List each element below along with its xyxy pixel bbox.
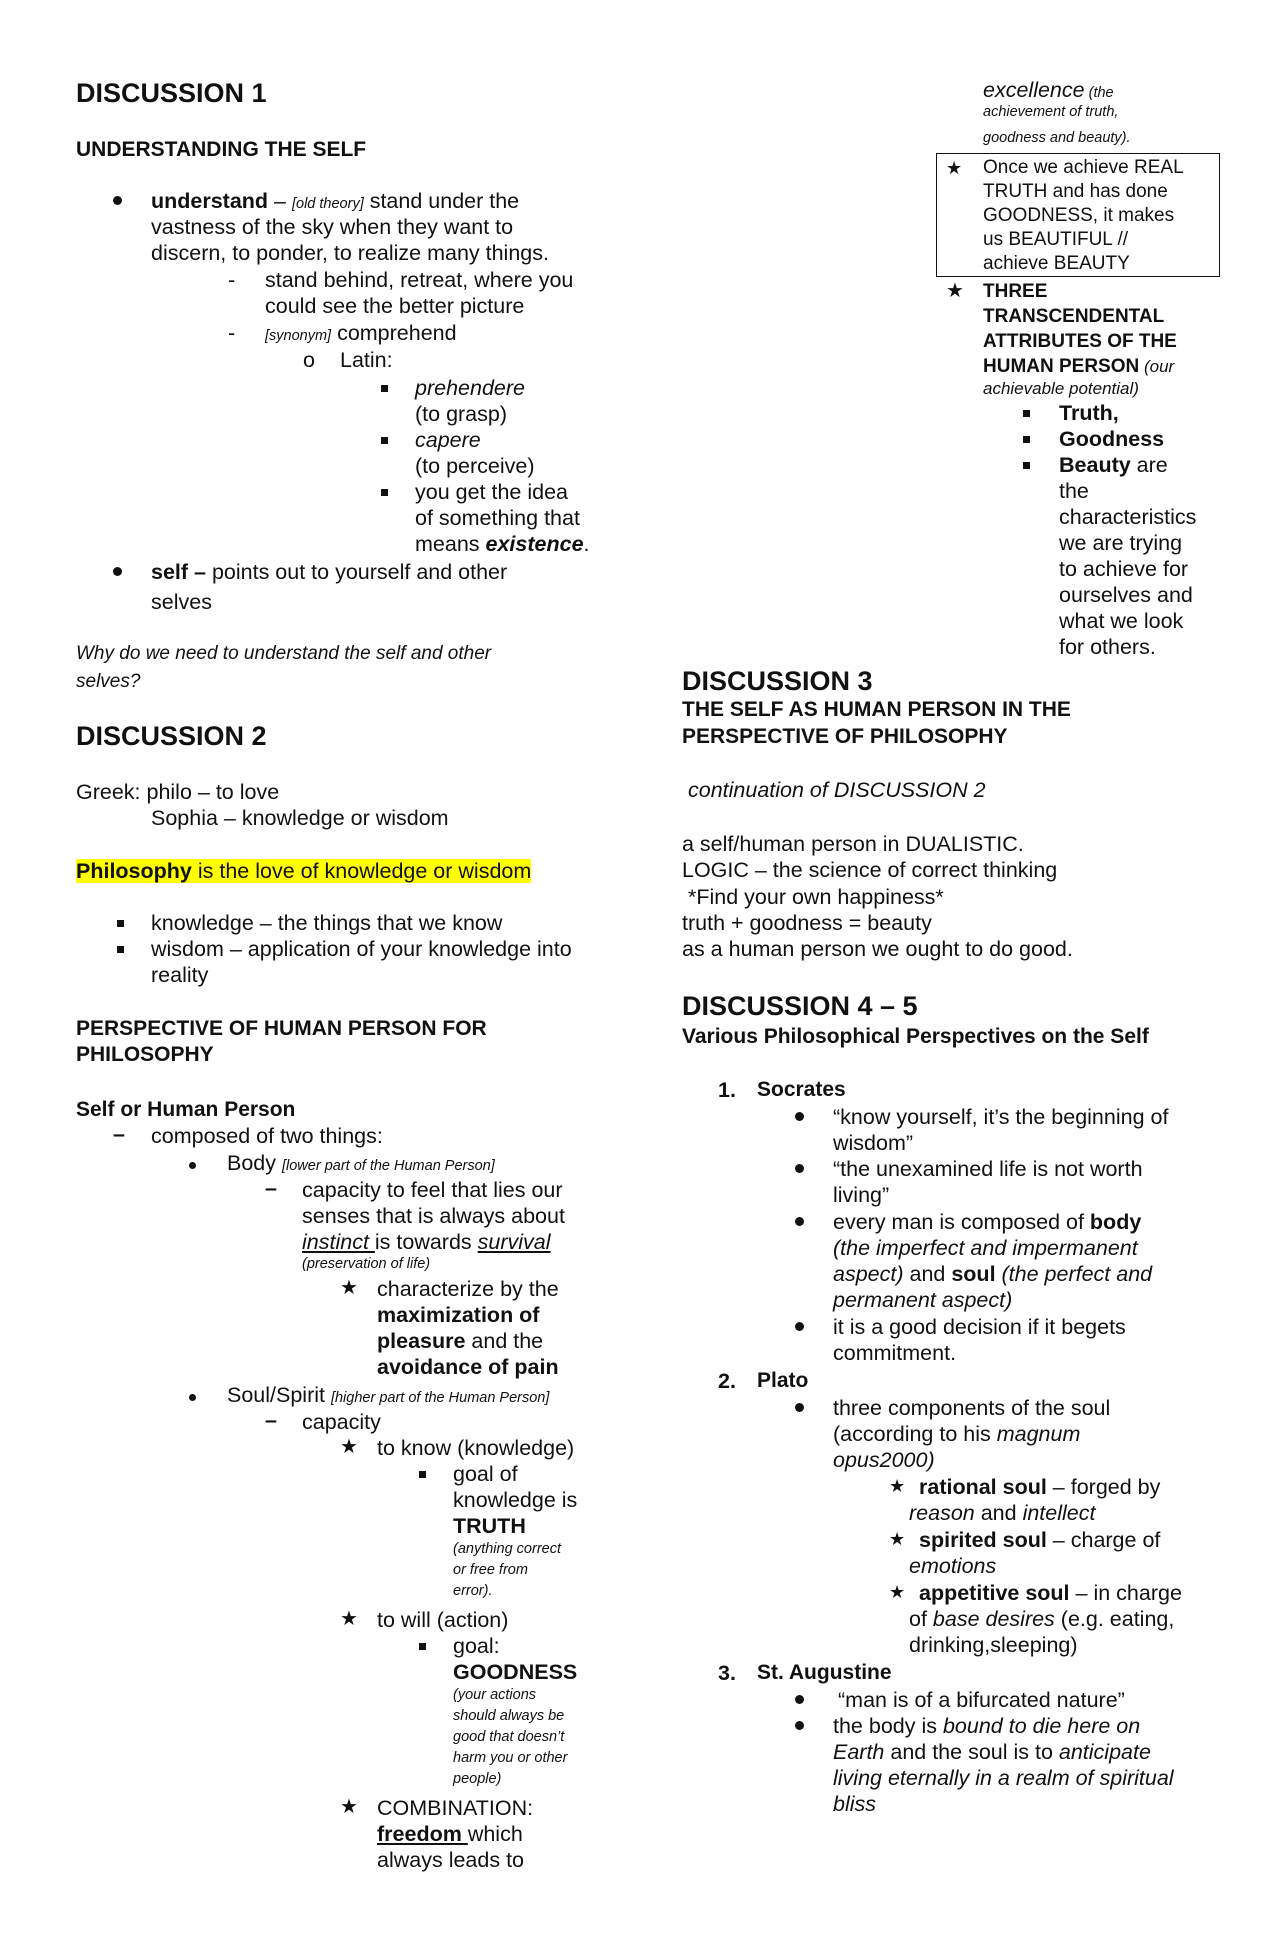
three-attributes-line-2: TRANSCENDENTAL (983, 306, 1165, 327)
stand-behind-line-2: could see the better picture (265, 294, 525, 318)
beauty-item-line-5: to achieve for (1059, 557, 1189, 581)
to-will: to will (action) (377, 1608, 509, 1632)
augustine-body-line-2: Earth and the soul is to anticipate (833, 1740, 1151, 1764)
bullet-square (117, 920, 124, 927)
self-human-person-heading: Self or Human Person (76, 1098, 296, 1121)
star-icon: ★ (889, 1529, 906, 1549)
why-question-line-1: Why do we need to understand the self and other (76, 643, 492, 664)
three-attributes-note: achievable potential) (983, 379, 1139, 398)
discussion-4-5-subtitle: Various Philosophical Perspectives on the Self (682, 1025, 1149, 1048)
capacity-feel-line-1: capacity to feel that lies our (302, 1178, 563, 1202)
socrates-decision-line-2: commitment. (833, 1341, 957, 1365)
idea-line-3: means existence. (415, 532, 590, 556)
star-icon: ★ (340, 1277, 358, 1299)
perspective-heading-line-2: PHILOSOPHY (76, 1043, 214, 1066)
appetitive-soul-line-2: of base desires (e.g. eating, (909, 1607, 1175, 1631)
bullet-dot (189, 1162, 196, 1169)
number-1: 1. (718, 1078, 736, 1102)
bullet-square (419, 1643, 426, 1650)
rational-soul-line-1: rational soul – forged by (919, 1475, 1161, 1499)
plato-line-3: opus2000) (833, 1448, 935, 1472)
appetitive-soul-line-1: appetitive soul – in charge (919, 1581, 1182, 1605)
socrates-quote-2-line-1: “the unexamined life is not worth (833, 1157, 1143, 1181)
plato-heading: Plato (757, 1369, 809, 1392)
goodness-note-3: good that doesn’t (453, 1729, 565, 1745)
perspective-heading-line-1: PERSPECTIVE OF HUMAN PERSON FOR (76, 1017, 487, 1040)
three-attributes-line-4: HUMAN PERSON (our (983, 356, 1175, 377)
dualistic-line: a self/human person in DUALISTIC. (682, 832, 1024, 856)
beauty-item-line-8: for others. (1059, 635, 1156, 659)
capacity-feel-line-2: senses that is always about (302, 1204, 565, 1228)
augustine-body-line-3: living eternally in a realm of spiritual (833, 1766, 1174, 1790)
truth-label: TRUTH (453, 1514, 526, 1538)
understand-line-3: discern, to ponder, to realize many things. (151, 241, 549, 265)
augustine-body-line-1: the body is bound to die here on (833, 1714, 1141, 1738)
discussion-3-subtitle-line-1: THE SELF AS HUMAN PERSON IN THE (682, 698, 1071, 721)
excellence-line: excellence (the (983, 78, 1114, 102)
capacity-label: capacity (302, 1410, 381, 1434)
goodness-note-4: harm you or other (453, 1750, 568, 1766)
star-icon: ★ (340, 1436, 358, 1458)
minus-marker: – (265, 1408, 277, 1432)
socrates-body-line-4: permanent aspect) (833, 1288, 1013, 1312)
happiness-line: *Find your own happiness* (688, 885, 944, 909)
truth-note-1: (anything correct (453, 1541, 561, 1557)
box-line-1: Once we achieve REAL (983, 157, 1184, 178)
star-icon: ★ (946, 280, 964, 302)
why-question-line-2: selves? (76, 671, 141, 692)
box-line-3: GOODNESS, it makes (983, 205, 1175, 226)
self-line-1: self – points out to yourself and other (151, 560, 508, 584)
bullet-dot (795, 1217, 804, 1226)
rational-soul-line-2: reason and intellect (909, 1501, 1096, 1525)
discussion-3-title: DISCUSSION 3 (682, 666, 873, 696)
bullet-dot (795, 1695, 804, 1704)
bullet-dot (795, 1112, 804, 1121)
discussion-3-subtitle-line-2: PERSPECTIVE OF PHILOSOPHY (682, 725, 1008, 748)
bullet-dot (795, 1164, 804, 1173)
idea-line-1: you get the idea (415, 480, 569, 504)
bullet-square (381, 385, 388, 392)
truth-equation: truth + goodness = beauty (682, 911, 932, 935)
goodness-note-1: (your actions (453, 1687, 537, 1703)
star-icon: ★ (340, 1796, 358, 1818)
characterize-line-2: maximization of (377, 1303, 540, 1327)
plato-line-2: (according to his magnum (833, 1422, 1081, 1446)
bullet-dot (189, 1394, 196, 1401)
discussion-4-5-title: DISCUSSION 4 – 5 (682, 991, 918, 1021)
body-line: Body [lower part of the Human Person] (227, 1151, 495, 1175)
bullet-square (1023, 410, 1030, 417)
synonym-line: [synonym] comprehend (265, 321, 457, 345)
beauty-item-line-1: Beauty are (1059, 453, 1168, 477)
star-icon: ★ (889, 1476, 906, 1496)
bullet-square (1023, 462, 1030, 469)
bullet-dot (795, 1403, 804, 1412)
three-attributes-line-3: ATTRIBUTES OF THE (983, 331, 1177, 352)
beauty-item-line-7: what we look (1059, 609, 1184, 633)
greek-line-2: Sophia – knowledge or wisdom (151, 806, 449, 830)
bullet-dot (795, 1721, 804, 1730)
socrates-body-line-1: every man is composed of body (833, 1210, 1142, 1234)
goodness-item: Goodness (1059, 427, 1165, 451)
star-icon: ★ (946, 158, 963, 178)
goal-knowledge-line-2: knowledge is (453, 1488, 578, 1512)
goal-knowledge-line-1: goal of (453, 1462, 518, 1486)
minus-marker: – (265, 1176, 277, 1200)
o-marker: o (303, 348, 315, 372)
socrates-heading: Socrates (757, 1078, 846, 1101)
box-line-4: us BEAUTIFUL // (983, 229, 1128, 250)
to-grasp: (to grasp) (415, 402, 508, 426)
combination-label: COMBINATION: (377, 1796, 534, 1820)
bullet-dot (113, 567, 122, 576)
characterize-line-4: avoidance of pain (377, 1355, 559, 1379)
understanding-self-subtitle: UNDERSTANDING THE SELF (76, 138, 367, 161)
logic-line: LOGIC – the science of correct thinking (682, 858, 1058, 882)
excellence-note-3: goodness and beauty). (983, 130, 1131, 146)
knowledge-definition: knowledge – the things that we know (151, 911, 503, 935)
discussion-2-title: DISCUSSION 2 (76, 721, 267, 751)
star-icon: ★ (340, 1608, 358, 1630)
to-perceive: (to perceive) (415, 454, 535, 478)
appetitive-soul-line-3: drinking,sleeping) (909, 1633, 1078, 1657)
number-2: 2. (718, 1369, 736, 1393)
excellence-note-2: achievement of truth, (983, 104, 1119, 120)
goodness-note-2: should always be (453, 1708, 565, 1724)
socrates-quote-1-line-1: “know yourself, it’s the beginning of (833, 1105, 1169, 1129)
bullet-dot (795, 1322, 804, 1331)
bullet-square (381, 489, 388, 496)
wisdom-line-2: reality (151, 963, 209, 987)
self-line-2: selves (151, 590, 212, 614)
stand-behind-line-1: stand behind, retreat, where you (265, 268, 574, 292)
spirited-soul-line-2: emotions (909, 1554, 997, 1578)
goal-label: goal: (453, 1634, 500, 1658)
box-line-2: TRUTH and has done (983, 181, 1168, 202)
philosophy-definition: Philosophy is the love of knowledge or wisdom (76, 859, 532, 883)
box-line-5: achieve BEAUTY (983, 253, 1130, 274)
bullet-square (117, 946, 124, 953)
beauty-item-line-4: we are trying (1059, 531, 1183, 555)
augustine-body-line-4: bliss (833, 1792, 877, 1816)
characterize-line-3: pleasure and the (377, 1329, 544, 1353)
composed-line: composed of two things: (151, 1124, 383, 1148)
spirited-soul-line-1: spirited soul – charge of (919, 1528, 1161, 1552)
always-leads-line: always leads to (377, 1848, 524, 1872)
instinct-survival-line: instinct is towards survival (302, 1230, 551, 1254)
ought-line: as a human person we ought to do good. (682, 937, 1073, 961)
idea-line-2: of something that (415, 506, 580, 530)
dash-marker: - (228, 268, 236, 292)
understand-line-1: understand – [old theory] stand under the (151, 189, 520, 213)
number-3: 3. (718, 1661, 736, 1685)
characterize-line-1: characterize by the (377, 1277, 559, 1301)
soul-line: Soul/Spirit [higher part of the Human Person] (227, 1383, 550, 1407)
minus-marker: – (113, 1122, 125, 1146)
dash-marker: - (228, 321, 236, 345)
plato-line-1: three components of the soul (833, 1396, 1111, 1420)
augustine-heading: St. Augustine (757, 1661, 892, 1684)
truth-item: Truth, (1059, 401, 1119, 425)
three-attributes-line-1: THREE (983, 281, 1048, 302)
goodness-label: GOODNESS (453, 1660, 578, 1684)
socrates-quote-1-line-2: wisdom” (833, 1131, 914, 1155)
continuation-note: continuation of DISCUSSION 2 (688, 778, 986, 802)
truth-note-2: or free from (453, 1562, 528, 1578)
beauty-item-line-2: the (1059, 479, 1089, 503)
socrates-decision-line-1: it is a good decision if it begets (833, 1315, 1126, 1339)
bullet-dot (113, 196, 122, 205)
prehendere: prehendere (415, 376, 525, 400)
socrates-body-line-2: (the imperfect and impermanent (833, 1236, 1138, 1260)
star-icon: ★ (889, 1582, 906, 1602)
capere: capere (415, 428, 481, 452)
beauty-item-line-6: ourselves and (1059, 583, 1193, 607)
understand-line-2: vastness of the sky when they want to (151, 215, 514, 239)
goodness-note-5: people) (453, 1771, 502, 1787)
greek-line-1: Greek: philo – to love (76, 780, 280, 804)
socrates-body-line-3: aspect) and soul (the perfect and (833, 1262, 1153, 1286)
beauty-item-line-3: characteristics (1059, 505, 1197, 529)
truth-note-3: error). (453, 1583, 493, 1599)
preservation-note: (preservation of life) (302, 1256, 431, 1272)
to-know: to know (knowledge) (377, 1436, 575, 1460)
wisdom-line-1: wisdom – application of your knowledge into (151, 937, 572, 961)
discussion-1-title: DISCUSSION 1 (76, 78, 267, 108)
bullet-square (381, 437, 388, 444)
socrates-quote-2-line-2: living” (833, 1183, 890, 1207)
bullet-square (419, 1471, 426, 1478)
freedom-line: freedom which (377, 1822, 523, 1846)
augustine-quote: “man is of a bifurcated nature” (838, 1688, 1125, 1712)
latin-label: Latin: (340, 348, 393, 372)
bullet-square (1023, 436, 1030, 443)
